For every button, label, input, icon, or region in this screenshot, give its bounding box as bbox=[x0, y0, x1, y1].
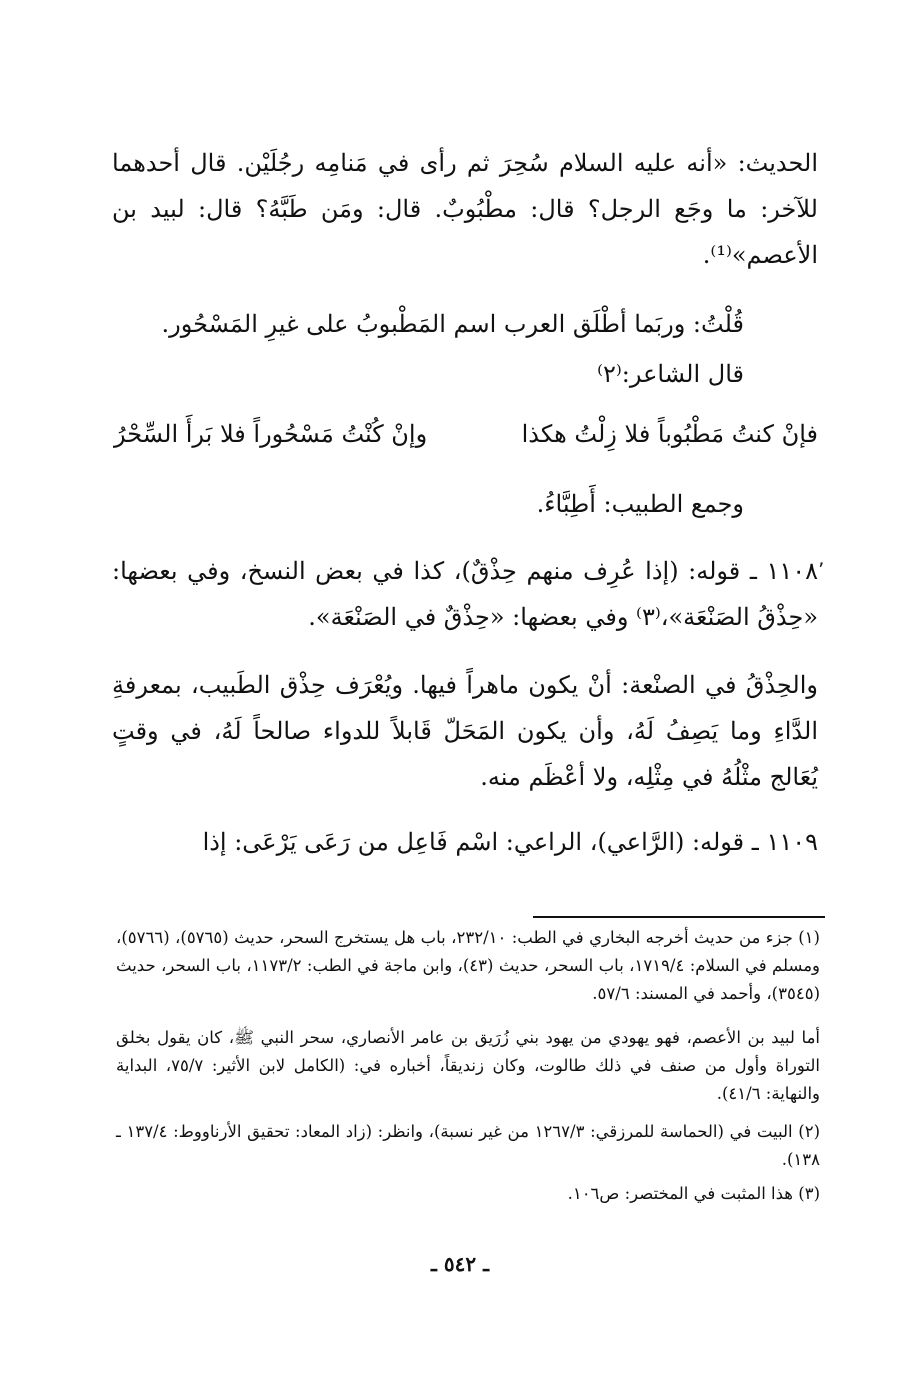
page-number: ـ ٥٤٢ ـ bbox=[431, 1252, 489, 1276]
verse-second-hemistich: وإنْ كُنْتُ مَسْحُوراً فلا بَرأَ السِّحْرُ bbox=[114, 420, 428, 448]
poet-intro: قال الشاعر:⁽٢⁾ bbox=[597, 360, 744, 388]
paragraph-1109: ١١٠٩ ـ قوله: (الرَّاعي)، الراعي: اسْم فَاعِل من رَعَى يَرْعَى: إذا bbox=[202, 828, 818, 856]
footnote-1: (١) جزء من حديث أخرجه البخاري في الطب: ٢٣٢/١٠، باب هل يستخرج السحر، حديث (٥٧٦٥)، (٥٧٦٦)، ومسلم في السلام: ١٧١٩/٤، باب السحر، حديث (٤٣)، وابن ماجة في الطب: ١١٧٣/٢، باب السحر، حديث (٣٥٤٥)، وأحمد في المسند: ٥٧/٦. bbox=[116, 928, 821, 1003]
margin-mark: ٬ bbox=[818, 558, 825, 582]
paragraph-hidhq: والحِذْقُ في الصنْعة: أنْ يكون ماهراً فيها. ويُعْرَف حِذْق الطَبيب، بمعرفةِ الدَّاءِ وما يَصِفُ لَهُ، وأن يكون المَحَلّ قَابلاً للدواء صالحاً لَهُ، في وقتٍ يُعَالج مثْلُهُ في مِثْلِه، ولا أعْظَم منه. bbox=[112, 671, 818, 791]
verse-first-hemistich: فإنْ كنتُ مَطْبُوباً فلا زِلْتُ هكذا bbox=[521, 420, 818, 448]
footnote-separator bbox=[533, 916, 825, 918]
footnote-2: (٢) البيت في (الحماسة للمرزقي: ١٢٦٧/٣ من غير نسبة)، وانظر: (زاد المعاد: تحقيق الأرناووط: ١٣٧/٤ ـ ١٣٨). bbox=[116, 1122, 820, 1169]
paragraph-1108: ١١٠٨ ـ قوله: (إذا عُرِف منهم حِذْقٌ)، كذا في بعض النسخ، وفي بعضها: «حِذْقُ الصَنْعَة»،⁽٣⁾ وفي بعضها: «حِذْقٌ في الصَنْعَة». bbox=[112, 557, 818, 631]
paragraph-hadith: الحديث: «أنه عليه السلام سُحِرَ ثم رأى في مَنامِه رجُلَيْن. قال أحدهما للآخر: ما وجَع الرجل؟ قال: مطْبُوبٌ. قال: ومَن طَبَّهُ؟ قال: لبيد بن الأعصم»⁽¹⁾. bbox=[112, 149, 818, 269]
paragraph-plural: وجمع الطبيب: أَطِبَّاءُ. bbox=[536, 490, 744, 518]
paragraph-note: قُلْتُ: وربَما أطْلَق العرب اسم المَطْبوبُ على غيرِ المَسْحُور. bbox=[161, 310, 744, 338]
footnote-1-continued: أما لبيد بن الأعصم، فهو يهودي من يهود بني زُرَيق بن عامر الأنصاري، سحر النبي ﷺ، كان يقول بخلق التوراة وأول من صنف في ذلك طالوت، وكان زنديقاً، أخباره في: (الكامل لابن الأثير: ٧٥/٧، البداية والنهاية: ٤١/٦). bbox=[116, 1028, 820, 1103]
footnote-3: (٣) هذا المثبت في المختصر: ص١٠٦. bbox=[567, 1184, 820, 1203]
